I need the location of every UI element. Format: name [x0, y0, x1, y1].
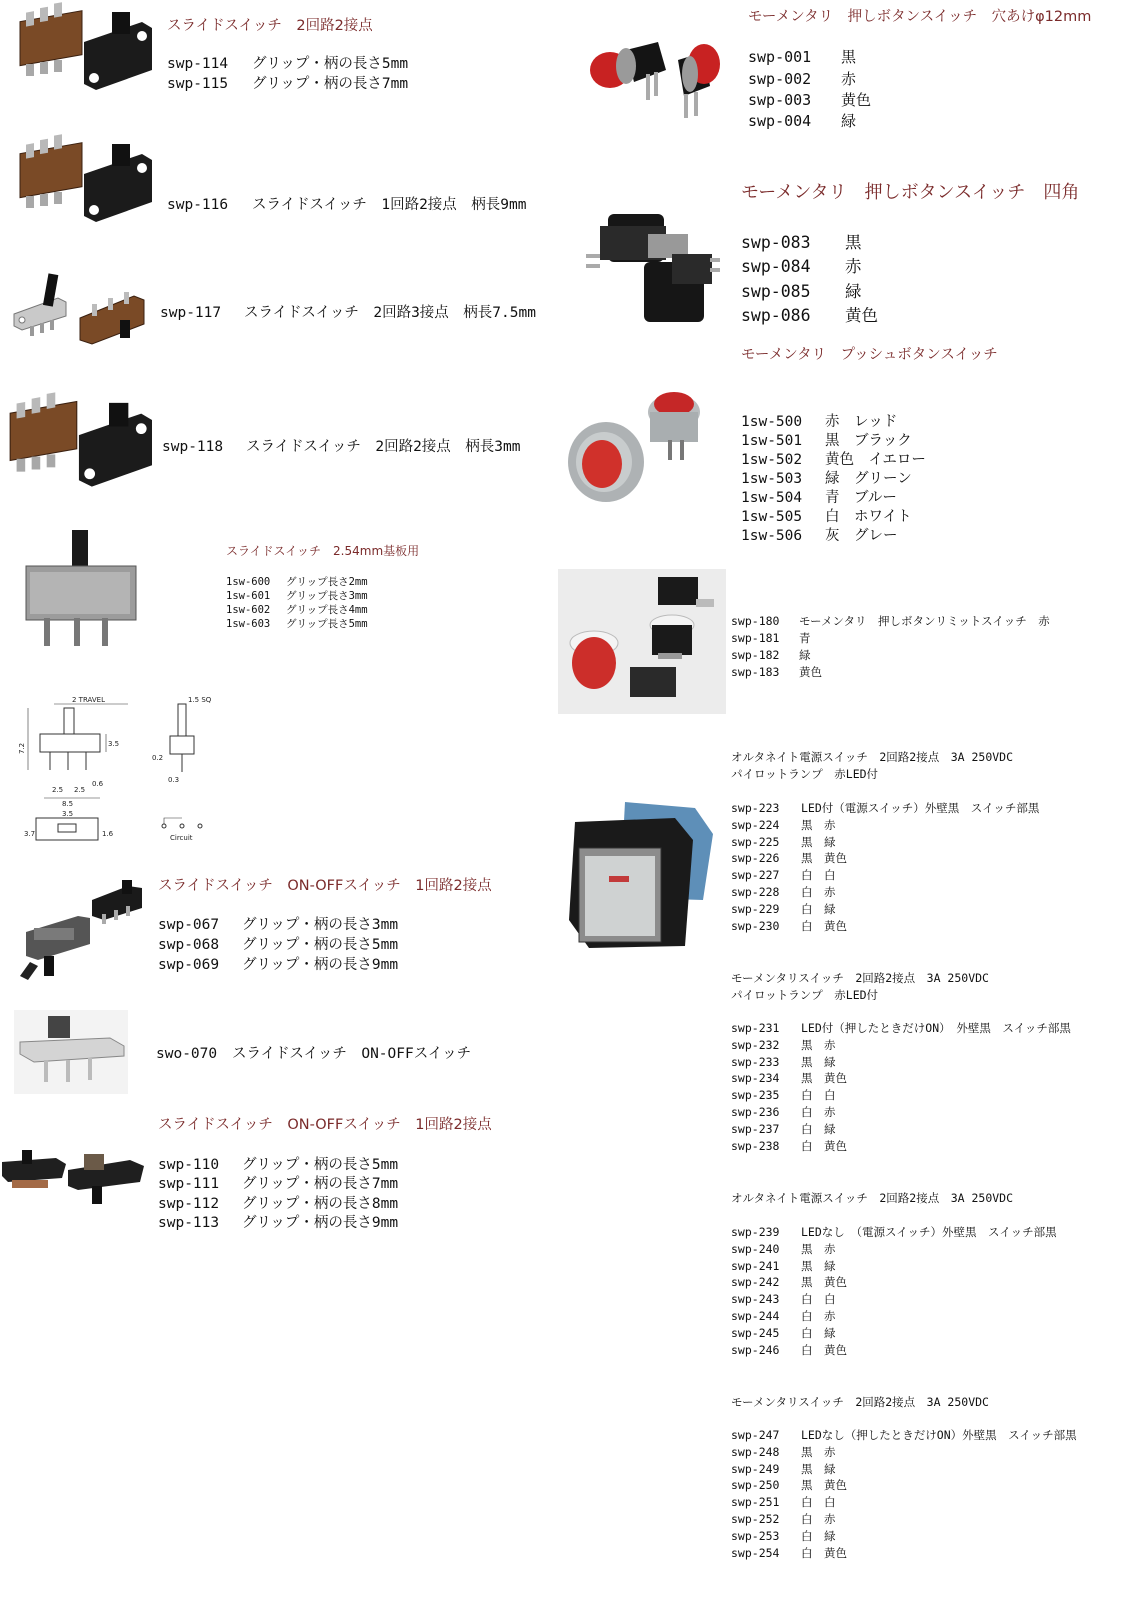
list-item: swo-070 スライドスイッチ ON-OFFスイッチ	[156, 1046, 472, 1062]
g3-heading-1: オルタネイト電源スイッチ 2回路2接点 3A 250VDC	[731, 1191, 1014, 1205]
illuminated-switch-photo	[565, 800, 715, 952]
list-item: 1sw-504 青 ブルー	[741, 490, 897, 506]
list-item: swp-250 黒 黄色	[731, 1478, 847, 1493]
list-item: swp-228 白 赤	[731, 885, 836, 899]
list-item: swp-225 黒 緑	[731, 834, 836, 849]
pcb-title: スライドスイッチ 2.54mm基板用	[226, 544, 420, 558]
square-push-button-photo	[586, 204, 722, 332]
list-item: swp-245 白 緑	[731, 1325, 836, 1340]
g4-heading-1: モーメンタリスイッチ 2回路2接点 3A 250VDC	[731, 1395, 989, 1409]
list-item: 1sw-500 赤 レッド	[741, 414, 898, 430]
list-item: 1sw-503 緑 グリーン	[741, 471, 912, 487]
list-item: swp-241 黒 緑	[731, 1258, 836, 1273]
list-item: swp-003 黄色	[748, 91, 872, 109]
list-item: swp-247 LEDなし（押したときだけON）外壁黒 スイッチ部黒	[731, 1428, 1077, 1442]
slide-switch-swp118-photo	[8, 396, 152, 500]
svg-text:3.7: 3.7	[24, 830, 36, 838]
push-title: モーメンタリ プッシュボタンスイッチ	[741, 347, 998, 363]
slide-switch-swo070-photo	[14, 1010, 128, 1094]
g1-heading-1: オルタネイト電源スイッチ 2回路2接点 3A 250VDC	[731, 750, 1014, 764]
square-title: モーメンタリ 押しボタンスイッチ 四角	[741, 182, 1080, 203]
list-item: swp-235 白 白	[731, 1088, 836, 1103]
list-item: 1sw-601 グリップ長さ3mm	[226, 590, 368, 602]
list-item: swp-236 白 赤	[731, 1105, 836, 1119]
list-item: swp-252 白 赤	[731, 1512, 836, 1526]
list-item: swp-086 黄色	[741, 306, 878, 325]
svg-text:1.5 SQ: 1.5 SQ	[188, 696, 212, 704]
list-item: 1sw-501 黒 ブラック	[741, 433, 912, 449]
list-item: swp-183 黄色	[731, 665, 822, 679]
onoff1-title: スライドスイッチ ON-OFFスイッチ 1回路2接点	[158, 878, 492, 894]
list-item: swp-230 白 黄色	[731, 918, 847, 933]
list-item: swp-237 白 緑	[731, 1121, 836, 1136]
list-item: swp-246 白 黄色	[731, 1342, 847, 1357]
slide-switch-pcb-photo	[24, 526, 142, 650]
svg-text:0.3: 0.3	[168, 776, 180, 784]
svg-text:3.5: 3.5	[62, 810, 74, 818]
list-item: swp-116 スライドスイッチ 1回路2接点 柄長9mm	[167, 197, 527, 213]
list-item: swp-114 グリップ・柄の長さ5mm	[167, 56, 409, 72]
list-item: swp-242 黒 黄色	[731, 1275, 847, 1290]
list-item: 1sw-505 白 ホワイト	[741, 509, 912, 525]
list-item: swp-085 緑	[741, 282, 862, 301]
slide-switch-onoff-photo	[18, 878, 144, 986]
slide-switch-swp116-photo	[18, 140, 152, 232]
list-item: swp-244 白 赤	[731, 1309, 836, 1323]
list-item: swp-180 モーメンタリ 押しボタンリミットスイッチ 赤	[731, 614, 1050, 628]
list-item: swp-253 白 緑	[731, 1528, 836, 1543]
list-item: swp-249 黒 緑	[731, 1461, 836, 1476]
list-item: swp-112 グリップ・柄の長さ8mm	[158, 1196, 399, 1212]
list-item: swp-002 赤	[748, 70, 857, 88]
svg-text:8.5: 8.5	[62, 800, 74, 808]
onoff2-title: スライドスイッチ ON-OFFスイッチ 1回路2接点	[158, 1117, 492, 1133]
list-item: swp-240 黒 赤	[731, 1241, 836, 1256]
list-item: swp-227 白 白	[731, 868, 836, 883]
round-push-button-photo	[586, 30, 730, 130]
list-item: 1sw-602 グリップ長さ4mm	[226, 604, 368, 616]
svg-text:1.6: 1.6	[102, 830, 114, 838]
list-item: swp-248 黒 赤	[731, 1444, 836, 1459]
list-item: swp-115 グリップ・柄の長さ7mm	[167, 76, 409, 92]
g2-heading-2: パイロットランプ 赤LED付	[731, 988, 879, 1002]
list-item: swp-251 白 白	[731, 1495, 836, 1510]
list-item: swp-067 グリップ・柄の長さ3mm	[158, 917, 399, 933]
list-item: swp-068 グリップ・柄の長さ5mm	[158, 937, 399, 953]
list-item: swp-232 黒 赤	[731, 1037, 836, 1052]
list-item: swp-239 LEDなし （電源スイッチ）外壁黒 スイッチ部黒	[731, 1225, 1057, 1239]
svg-text:2.5: 2.5	[74, 786, 86, 794]
list-item: 1sw-502 黄色 イエロー	[741, 452, 926, 468]
list-item: swp-110 グリップ・柄の長さ5mm	[158, 1157, 399, 1173]
list-item: swp-117 スライドスイッチ 2回路3接点 柄長7.5mm	[160, 305, 536, 321]
list-item: swp-233 黒 緑	[731, 1054, 836, 1069]
list-item: swp-083 黒	[741, 233, 862, 252]
list-item: swp-113 グリップ・柄の長さ9mm	[158, 1215, 399, 1231]
svg-text:2.5: 2.5	[52, 786, 64, 794]
round-title: モーメンタリ 押しボタンスイッチ 穴あけφ12mm	[748, 9, 1092, 25]
list-item: swp-226 黒 黄色	[731, 851, 847, 866]
svg-text:3.5: 3.5	[108, 740, 120, 748]
push-button-metal-photo	[568, 390, 714, 508]
list-item: 1sw-603 グリップ長さ5mm	[226, 618, 368, 630]
list-item: swp-111 グリップ・柄の長さ7mm	[158, 1176, 399, 1192]
svg-text:0.6: 0.6	[92, 780, 104, 788]
list-item: swp-084 赤	[741, 257, 862, 276]
list-item: swp-182 緑	[731, 648, 811, 662]
list-item: swp-181 青	[731, 631, 811, 645]
list-item: swp-238 白 黄色	[731, 1138, 847, 1153]
list-item: swp-234 黒 黄色	[731, 1071, 847, 1086]
list-item: swp-254 白 黄色	[731, 1545, 847, 1560]
list-item: 1sw-600 グリップ長さ2mm	[226, 576, 368, 588]
list-item: 1sw-506 灰 グレー	[741, 528, 898, 544]
list-item: swp-004 緑	[748, 112, 857, 130]
g2-heading-1: モーメンタリスイッチ 2回路2接点 3A 250VDC	[731, 971, 989, 985]
svg-text:0.2: 0.2	[152, 754, 164, 762]
list-item: swp-223 LED付（電源スイッチ）外壁黒 スイッチ部黒	[731, 801, 1040, 815]
list-item: swp-001 黒	[748, 48, 857, 66]
slide-switch-2c2p-photo	[18, 8, 152, 100]
list-item: swp-231 LED付（押したときだけON） 外壁黒 スイッチ部黒	[731, 1021, 1071, 1035]
slide-switch-swp117-photo	[8, 268, 158, 356]
svg-text:Circuit: Circuit	[170, 834, 193, 842]
svg-text:2 TRAVEL: 2 TRAVEL	[72, 696, 105, 704]
list-item: swp-069 グリップ・柄の長さ9mm	[158, 957, 399, 973]
g1-heading-2: パイロットランプ 赤LED付	[731, 767, 879, 781]
list-item: swp-224 黒 赤	[731, 817, 836, 832]
list-item: swp-243 白 白	[731, 1292, 836, 1307]
list-item: swp-229 白 緑	[731, 901, 836, 916]
list-item: swp-118 スライドスイッチ 2回路2接点 柄長3mm	[162, 439, 521, 455]
limit-push-button-photo	[558, 569, 726, 714]
slide-2c2p-title: スライドスイッチ 2回路2接点	[167, 18, 373, 34]
slide-switch-onoff2-photo	[0, 1140, 150, 1208]
svg-text:7.2: 7.2	[18, 742, 26, 754]
dimension-drawing	[20, 690, 230, 850]
